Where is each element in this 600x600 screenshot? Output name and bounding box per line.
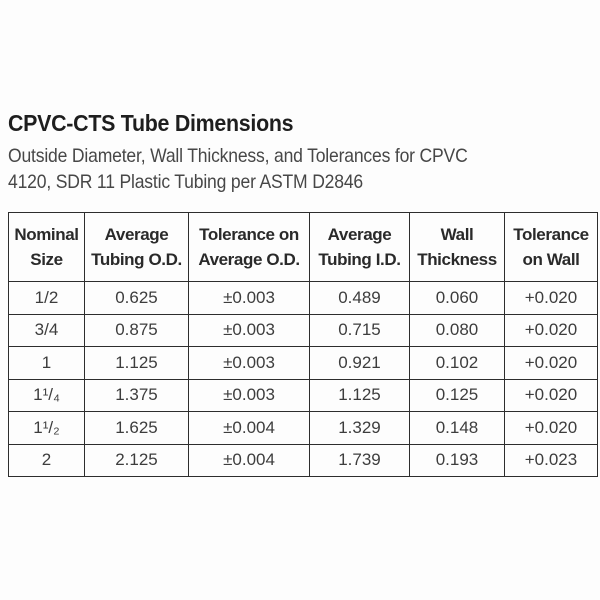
column-header-average-tubing-id: Average Tubing I.D. xyxy=(310,213,410,282)
table-cell-tolerance-on-wall: +0.020 xyxy=(505,412,598,445)
table-header xyxy=(9,213,598,282)
table-cell-nominal-size: 1/2 xyxy=(9,282,85,315)
table-cell-average-tubing-od: 0.875 xyxy=(85,314,189,347)
table-cell-wall-thickness: 0.102 xyxy=(410,347,505,380)
subtitle-line-1: Outside Diameter, Wall Thickness, and Tolerances for CPVC xyxy=(8,145,468,167)
table-row xyxy=(9,347,598,380)
table-row xyxy=(9,282,598,315)
content-area xyxy=(8,0,598,477)
table-cell-average-tubing-id: 1.125 xyxy=(310,379,410,412)
table-cell-wall-thickness: 0.148 xyxy=(410,412,505,445)
table-cell-average-tubing-id: 0.715 xyxy=(310,314,410,347)
table-row xyxy=(9,379,598,412)
table-row xyxy=(9,444,598,477)
table-cell-average-tubing-od: 1.375 xyxy=(85,379,189,412)
table-cell-average-tubing-id: 1.329 xyxy=(310,412,410,445)
table-cell-tolerance-on-wall: +0.023 xyxy=(505,444,598,477)
table-cell-tolerance-on-wall: +0.020 xyxy=(505,347,598,380)
table-cell-nominal-size: 1¹/₂ xyxy=(9,412,85,445)
table-cell-wall-thickness: 0.060 xyxy=(410,282,505,315)
table-cell-tolerance-average-od: ±0.003 xyxy=(189,347,310,380)
table-cell-tolerance-average-od: ±0.004 xyxy=(189,444,310,477)
table-header-row xyxy=(9,213,598,282)
tube-dimensions-table xyxy=(8,212,598,477)
table-cell-tolerance-on-wall: +0.020 xyxy=(505,379,598,412)
table-cell-tolerance-average-od: ±0.003 xyxy=(189,282,310,315)
table-cell-tolerance-average-od: ±0.003 xyxy=(189,314,310,347)
page-title: CPVC-CTS Tube Dimensions xyxy=(8,110,294,136)
table-cell-nominal-size: 1¹/₄ xyxy=(9,379,85,412)
column-header-nominal-size: Nominal Size xyxy=(9,213,85,282)
table-cell-tolerance-average-od: ±0.004 xyxy=(189,412,310,445)
table-cell-wall-thickness: 0.125 xyxy=(410,379,505,412)
table-cell-wall-thickness: 0.080 xyxy=(410,314,505,347)
table-cell-nominal-size: 3/4 xyxy=(9,314,85,347)
table-cell-average-tubing-od: 1.625 xyxy=(85,412,189,445)
table-cell-average-tubing-id: 1.739 xyxy=(310,444,410,477)
column-header-tolerance-on-wall: Tolerance on Wall xyxy=(505,213,598,282)
table-cell-average-tubing-od: 1.125 xyxy=(85,347,189,380)
table-cell-average-tubing-id: 0.489 xyxy=(310,282,410,315)
table-cell-average-tubing-od: 2.125 xyxy=(85,444,189,477)
subtitle-line-2: 4120, SDR 11 Plastic Tubing per ASTM D2846 xyxy=(8,171,364,193)
table-cell-wall-thickness: 0.193 xyxy=(410,444,505,477)
column-header-tolerance-average-od: Tolerance on Average O.D. xyxy=(189,213,310,282)
table-cell-average-tubing-id: 0.921 xyxy=(310,347,410,380)
table-row xyxy=(9,314,598,347)
table-cell-nominal-size: 2 xyxy=(9,444,85,477)
column-header-wall-thickness: Wall Thickness xyxy=(410,213,505,282)
table-cell-tolerance-on-wall: +0.020 xyxy=(505,282,598,315)
table-cell-tolerance-on-wall: +0.020 xyxy=(505,314,598,347)
table-body xyxy=(9,282,598,477)
page-subtitle xyxy=(8,143,539,195)
column-header-average-tubing-od: Average Tubing O.D. xyxy=(85,213,189,282)
table-cell-average-tubing-od: 0.625 xyxy=(85,282,189,315)
table-row xyxy=(9,412,598,445)
table-cell-tolerance-average-od: ±0.003 xyxy=(189,379,310,412)
table-cell-nominal-size: 1 xyxy=(9,347,85,380)
